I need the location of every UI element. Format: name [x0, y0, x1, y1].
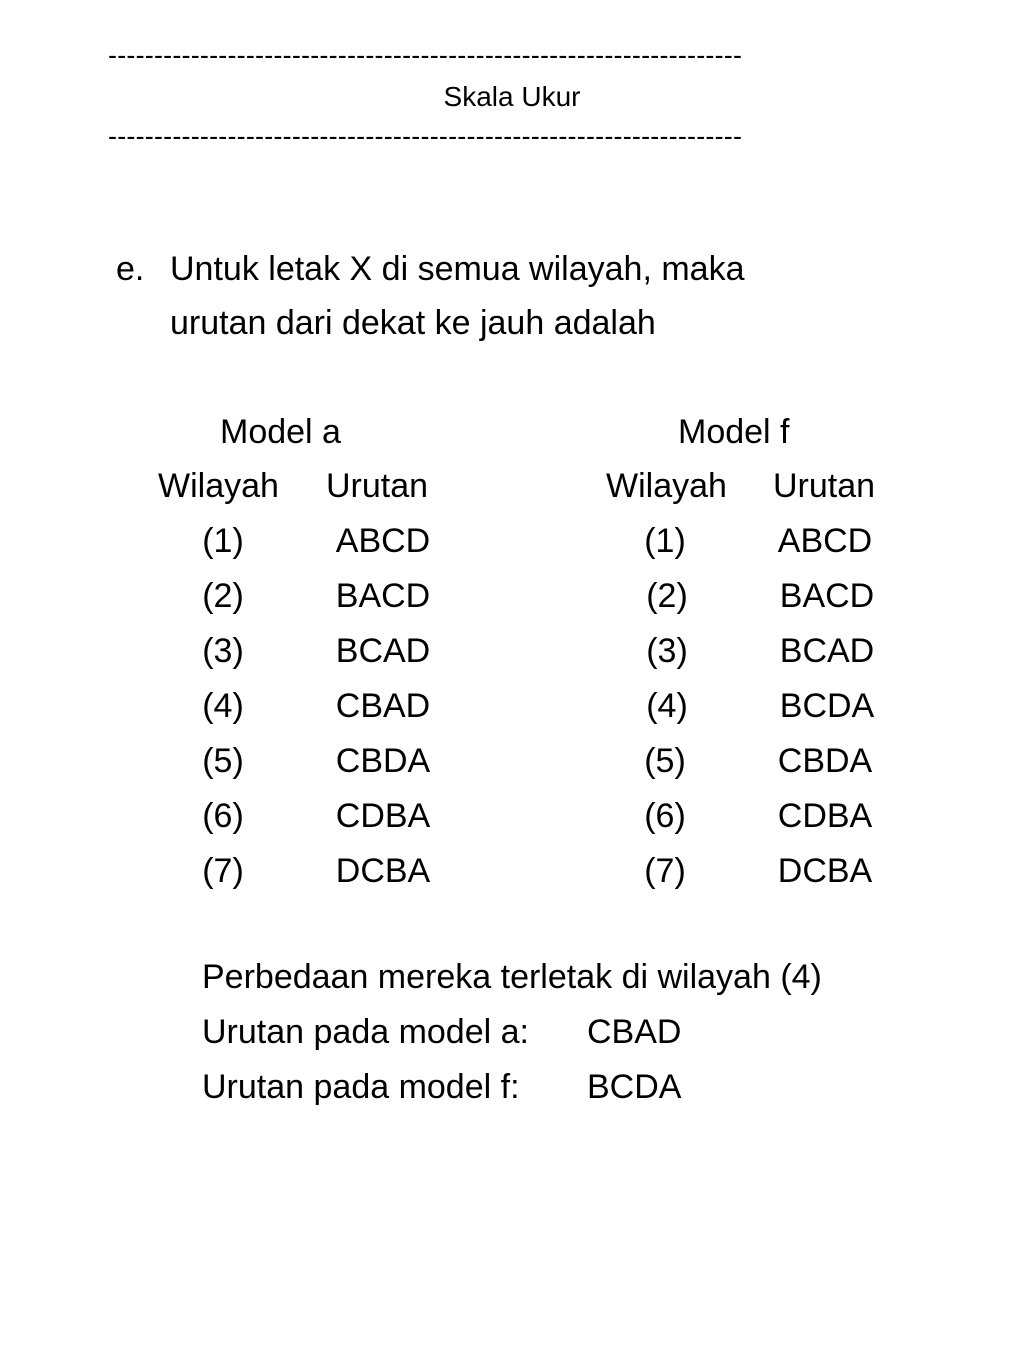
page-title: Skala Ukur — [443, 81, 581, 112]
model-a-order-7: DCBA — [335, 852, 431, 890]
model-f-order-7: DCBA — [777, 852, 873, 890]
header-rule-top: --------------------------------------------------------------------- — [108, 42, 743, 69]
model-f-order-6: CDBA — [777, 797, 873, 835]
model-a-region-4: (4) — [202, 687, 244, 725]
model-a-order-2: BACD — [335, 577, 431, 615]
model-a-region-1: (1) — [202, 522, 244, 560]
model-a-header-order: Urutan — [326, 467, 429, 505]
header-rule-bottom: --------------------------------------------------------------------- — [108, 123, 743, 150]
conclusion-model-a-label: Urutan pada model a: — [202, 1013, 529, 1051]
model-a-order-3: BCAD — [335, 632, 431, 670]
model-f-region-7: (7) — [644, 852, 686, 890]
model-a-order-4: CBAD — [335, 687, 431, 725]
model-f-region-1: (1) — [644, 522, 686, 560]
question-line-2: urutan dari dekat ke jauh adalah — [170, 304, 656, 342]
model-a-title: Model a — [220, 413, 341, 451]
model-a-order-5: CBDA — [335, 742, 431, 780]
model-f-header-region: Wilayah — [606, 467, 727, 505]
model-f-order-1: ABCD — [777, 522, 873, 560]
model-f-order-5: CBDA — [777, 742, 873, 780]
model-a-order-6: CDBA — [335, 797, 431, 835]
model-f-order-3: BCAD — [779, 632, 875, 670]
model-f-region-3: (3) — [646, 632, 688, 670]
model-f-region-4: (4) — [646, 687, 688, 725]
model-a-header-region: Wilayah — [158, 467, 279, 505]
conclusion-model-f-value: BCDA — [587, 1068, 682, 1106]
model-a-region-7: (7) — [202, 852, 244, 890]
model-f-order-4: BCDA — [779, 687, 875, 725]
model-a-order-1: ABCD — [335, 522, 431, 560]
model-f-region-5: (5) — [644, 742, 686, 780]
question-marker: e. — [116, 250, 145, 288]
model-a-region-2: (2) — [202, 577, 244, 615]
model-f-title: Model f — [678, 413, 790, 451]
model-f-header-order: Urutan — [773, 467, 876, 505]
question-line-1: Untuk letak X di semua wilayah, maka — [170, 250, 745, 288]
model-f-order-2: BACD — [779, 577, 875, 615]
model-a-region-6: (6) — [202, 797, 244, 835]
model-f-region-6: (6) — [644, 797, 686, 835]
model-a-region-5: (5) — [202, 742, 244, 780]
conclusion-line-1: Perbedaan mereka terletak di wilayah (4) — [202, 958, 822, 996]
model-a-region-3: (3) — [202, 632, 244, 670]
conclusion-model-f-label: Urutan pada model f: — [202, 1068, 520, 1106]
conclusion-model-a-value: CBAD — [587, 1013, 682, 1051]
model-f-region-2: (2) — [646, 577, 688, 615]
